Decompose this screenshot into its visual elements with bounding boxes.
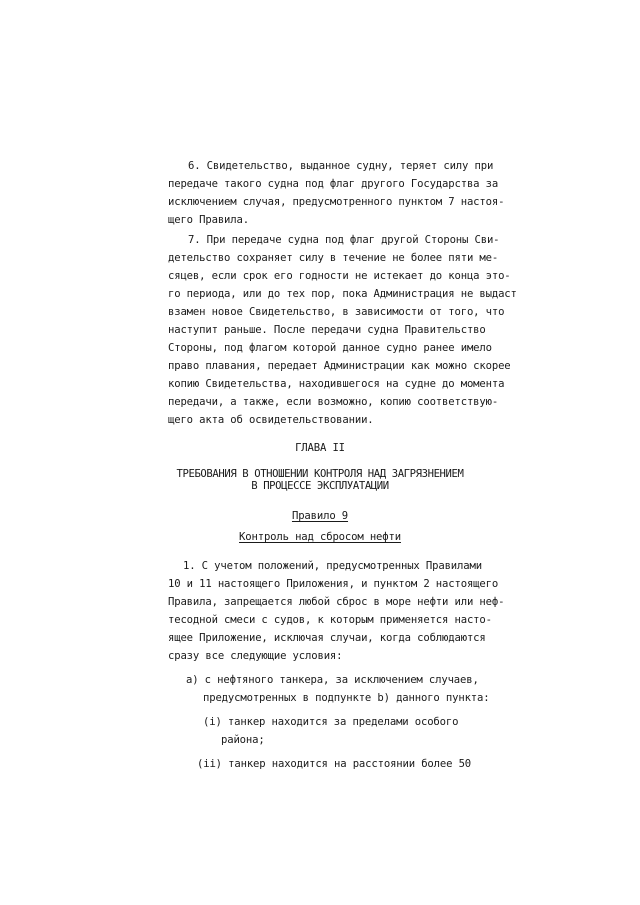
- chapter-subtitle: В ПРОЦЕССЕ ЭКСПЛУАТАЦИИ: [251, 480, 389, 492]
- rule-title: Контроль над сбросом нефти: [239, 531, 401, 543]
- text-line: исключением случая, предусмотренного пунктом 7 настоя-: [168, 196, 505, 208]
- text-line: сяцев, если срок его годности не истекает до конца это-: [168, 270, 511, 282]
- text-line: взамен новое Свидетельство, в зависимости от того, что: [168, 306, 505, 318]
- text-line: а) с нефтяного танкера, за исключением случаев,: [186, 674, 479, 686]
- text-line: право плавания, передает Администрации как можно скорее: [168, 360, 511, 372]
- text-line: го периода, или до тех пор, пока Администрация не выдаст: [168, 288, 517, 300]
- text-line: копию Свидетельства, находившегося на судне до момента: [168, 378, 505, 390]
- text-line: щего Правила.: [168, 214, 249, 226]
- text-line: наступит раньше. После передачи судна Правительство: [168, 324, 486, 336]
- text-line: Правила, запрещается любой сброс в море нефти или неф-: [168, 596, 505, 608]
- text-line: тесодной смеси с судов, к которым применяется насто-: [168, 614, 492, 626]
- text-line: предусмотренных в подпункте b) данного пункта:: [203, 692, 490, 704]
- text-line: передаче такого судна под флаг другого Государства за: [168, 178, 499, 190]
- text-line: района;: [221, 734, 265, 746]
- text-line: ящее Приложение, исключая случаи, когда соблюдаются: [168, 632, 486, 644]
- text-line: 1. С учетом положений, предусмотренных Правилами: [183, 560, 482, 572]
- text-line: (i) танкер находится за пределами особого: [203, 716, 459, 728]
- rule-number: Правило 9: [291, 510, 349, 522]
- text-line: 10 и 11 настоящего Приложения, и пунктом 2 настоящего: [168, 578, 499, 590]
- text-line: детельство сохраняет силу в течение не более пяти ме-: [168, 252, 499, 264]
- text-line: передачи, а также, если возможно, копию соответствую-: [168, 396, 499, 408]
- text-line: (ii) танкер находится на расстоянии более 50: [197, 758, 472, 770]
- chapter-subtitle: ТРЕБОВАНИЯ В ОТНОШЕНИИ КОНТРОЛЯ НАД ЗАГРЯЗНЕНИЕМ: [176, 468, 464, 480]
- text-line: щего акта об освидетельствовании.: [168, 414, 374, 426]
- text-line: сразу все следующие условия:: [168, 650, 343, 662]
- text-line: 7. При передаче судна под флаг другой Стороны Сви-: [188, 234, 500, 246]
- text-line: 6. Свидетельство, выданное судну, теряет силу при: [188, 160, 494, 172]
- text-line: Стороны, под флагом которой данное судно ранее имело: [168, 342, 492, 354]
- chapter-title: ГЛАВА II: [295, 442, 345, 454]
